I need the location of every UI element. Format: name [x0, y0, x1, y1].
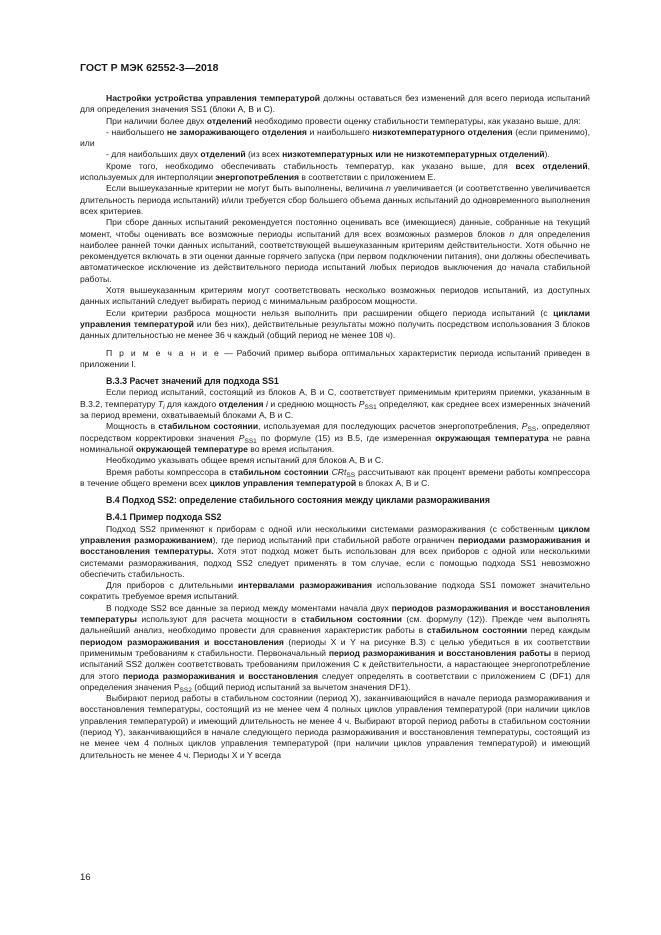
body-paragraph: Хотя вышеуказанным критериям могут соответствовать несколько возможных периодов испытаний, из доступных данных испытаний следует выбирать период с минимальным разбросом мощности. — [80, 285, 590, 307]
note-label: П р и м е ч а н и е — [106, 347, 221, 358]
note-paragraph — [80, 348, 590, 371]
body-paragraph: - наибольшего не замораживающего отделения и наибольшего низкотемпературного отделения (если применимо), или — [80, 126, 590, 149]
note-text: — Рабочий пример выбора оптимальных характеристик периода испытаний приведен в приложении I. — [80, 347, 591, 369]
section-heading: В.4 Подход SS2: определение стабильного состояния между циклами размораживания — [106, 495, 490, 506]
body-paragraph: Если критерии разброса мощности нельзя выполнить при расширении общего периода испытаний (с циклами управления температурой или без них), действительные результаты можно получить посредством использования 3 блоков данных длительностью не менее 36 ч каждый (общий период не менее 108 ч). — [80, 307, 590, 341]
body-paragraph: Мощность в стабильном состоянии, используемая для последующих расчетов энергопотребления, $P_{SS}$, определяют посредством корректировки значения $P_{SS1}$ по формуле (15) из В.5, где измеренная окружающая температура не равна номинальной окружающей температуре во время испытания. — [80, 421, 591, 454]
body-paragraph: При наличии более двух отделений необходимо провести оценку стабильности температуры, как указано выше, для: — [106, 115, 581, 126]
page-number: 16 — [80, 872, 91, 883]
body-paragraph: Выбирают период работы в стабильном состоянии (период Х), заканчивающийся в начале периода размораживания и восстановления температуры, состоящий из не менее чем 4 полных циклов управления температурой (при наличии циклов управления температурой) и имеющий длительность не менее 4 ч. Выбирают второй период работы в стабильном состоянии (период Y), заканчивающийся в начале следующего периода размораживания и восстановления температуры, состоящий из не менее чем 4 полных циклов управления температурой (при наличии циклов управления температурой) и имеющий длительность не менее 4 ч. Периоды Х и Y всегда — [80, 693, 590, 760]
body-paragraph: В подходе SS2 все данные за период между моментами начала двух периодов размораживания и восстановления температуры используют для расчета мощности в стабильном состоянии (см. формулу (12)). Прежде чем выполнять дальнейший анализ, необходимо провести для сравнения характеристик работы в стабильном состоянии перед каждым периодом размораживания и восстановления (периоды Х и Y на рисунке В.3) с целью убедиться в их соответствии применимым требованиям к стабильности. Первоначальный период размораживания и восстановления работы в период испытаний SS2 должен соответствовать требованиям приложения С к действительности, а нарастающее энергопотребление для этого периода размораживания и восстановления следует определять в соответствии с приложением С (DF1) для определения значения $P_{SS2}$ (общий период испытаний за вычетом значения DF1). — [80, 602, 591, 694]
body-paragraph: Если вышеуказанные критерии не могут быть выполнены, величина n увеличивается (и соответственно увеличивается длительность периода испытаний) и/или требуется сбор большего объема данных испытаний до одновременного выполнения всех критериев. — [80, 183, 590, 216]
section-heading: В.4.1 Пример подхода SS2 — [106, 512, 222, 523]
body-paragraph: Подход SS2 применяют к приборам с одной или несколькими системами размораживания (с собственным циклом управления размораживанием), где период испытаний при стабильной работе ограничен периодами размораживания и восстановления температуры. Хотя этот подход может быть использован для всех приборов с одной или несколькими системами размораживания, подход SS2 следует применять в том случае, если с помощью подхода SS1 невозможно обеспечить стабильность. — [80, 523, 590, 579]
document-body — [80, 93, 590, 761]
section-heading: В.3.3 Расчет значений для подхода SS1 — [106, 376, 279, 387]
body-paragraph: Кроме того, необходимо обеспечивать стабильность температур, как указано выше, для всех отделений, используемых для интерполяции энергопотребления в соответствии с приложением Е. — [80, 160, 590, 183]
body-paragraph: - для наибольших двух отделений (из всех низкотемпературных или не низкотемпературных отделений). — [106, 149, 550, 160]
body-paragraph: При сборе данных испытаний рекомендуется постоянно оценивать все (имеющиеся) данные, собранные на текущий момент, чтобы оценивать все возможные периоды испытаний для всех возможных размеров блоков n для определения наиболее ранней точки данных испытаний, соответствующей вышеуказанным критериям действительности. Хотя обычно не рекомендуется включать в эти оценки данные горячего запуска (при первом подключении питания), они должны обеспечивать автоматическое исключение из действительного периода испытаний любых периодов выключения до начала стабильной работы. — [80, 217, 591, 284]
body-paragraph: Если период испытаний, состоящий из блоков А, В и С, соответствует применимым критериям приемки, указанным в В.3.2, температуру $T_i$ для каждого отделения i и среднюю мощность $P_{SS1}$ определяют, как среднее всех измеренных значений за период времени, охватываемый блоками А, В и С. — [80, 387, 590, 421]
body-paragraph: Для приборов с длительными интервалами размораживания использование подхода SS1 поможет значительно сократить требуемое время испытаний. — [80, 580, 591, 602]
body-paragraph: Необходимо указывать общее время испытаний для блоков А, В и С. — [106, 455, 384, 466]
document-header: ГОСТ Р МЭК 62552-3—2018 — [80, 62, 219, 74]
body-paragraph: Настройки устройства управления температурой должны оставаться без изменений для всего периода испытаний для определения значения SS1 (блоки А, В и С). — [80, 93, 590, 115]
body-paragraph: Время работы компрессора в стабильном состоянии CRt$_{SS}$ рассчитывают как процент времени работы компрессора в течение общего времени всех циклов управления температурой в блоках А, В и С. — [80, 466, 590, 488]
